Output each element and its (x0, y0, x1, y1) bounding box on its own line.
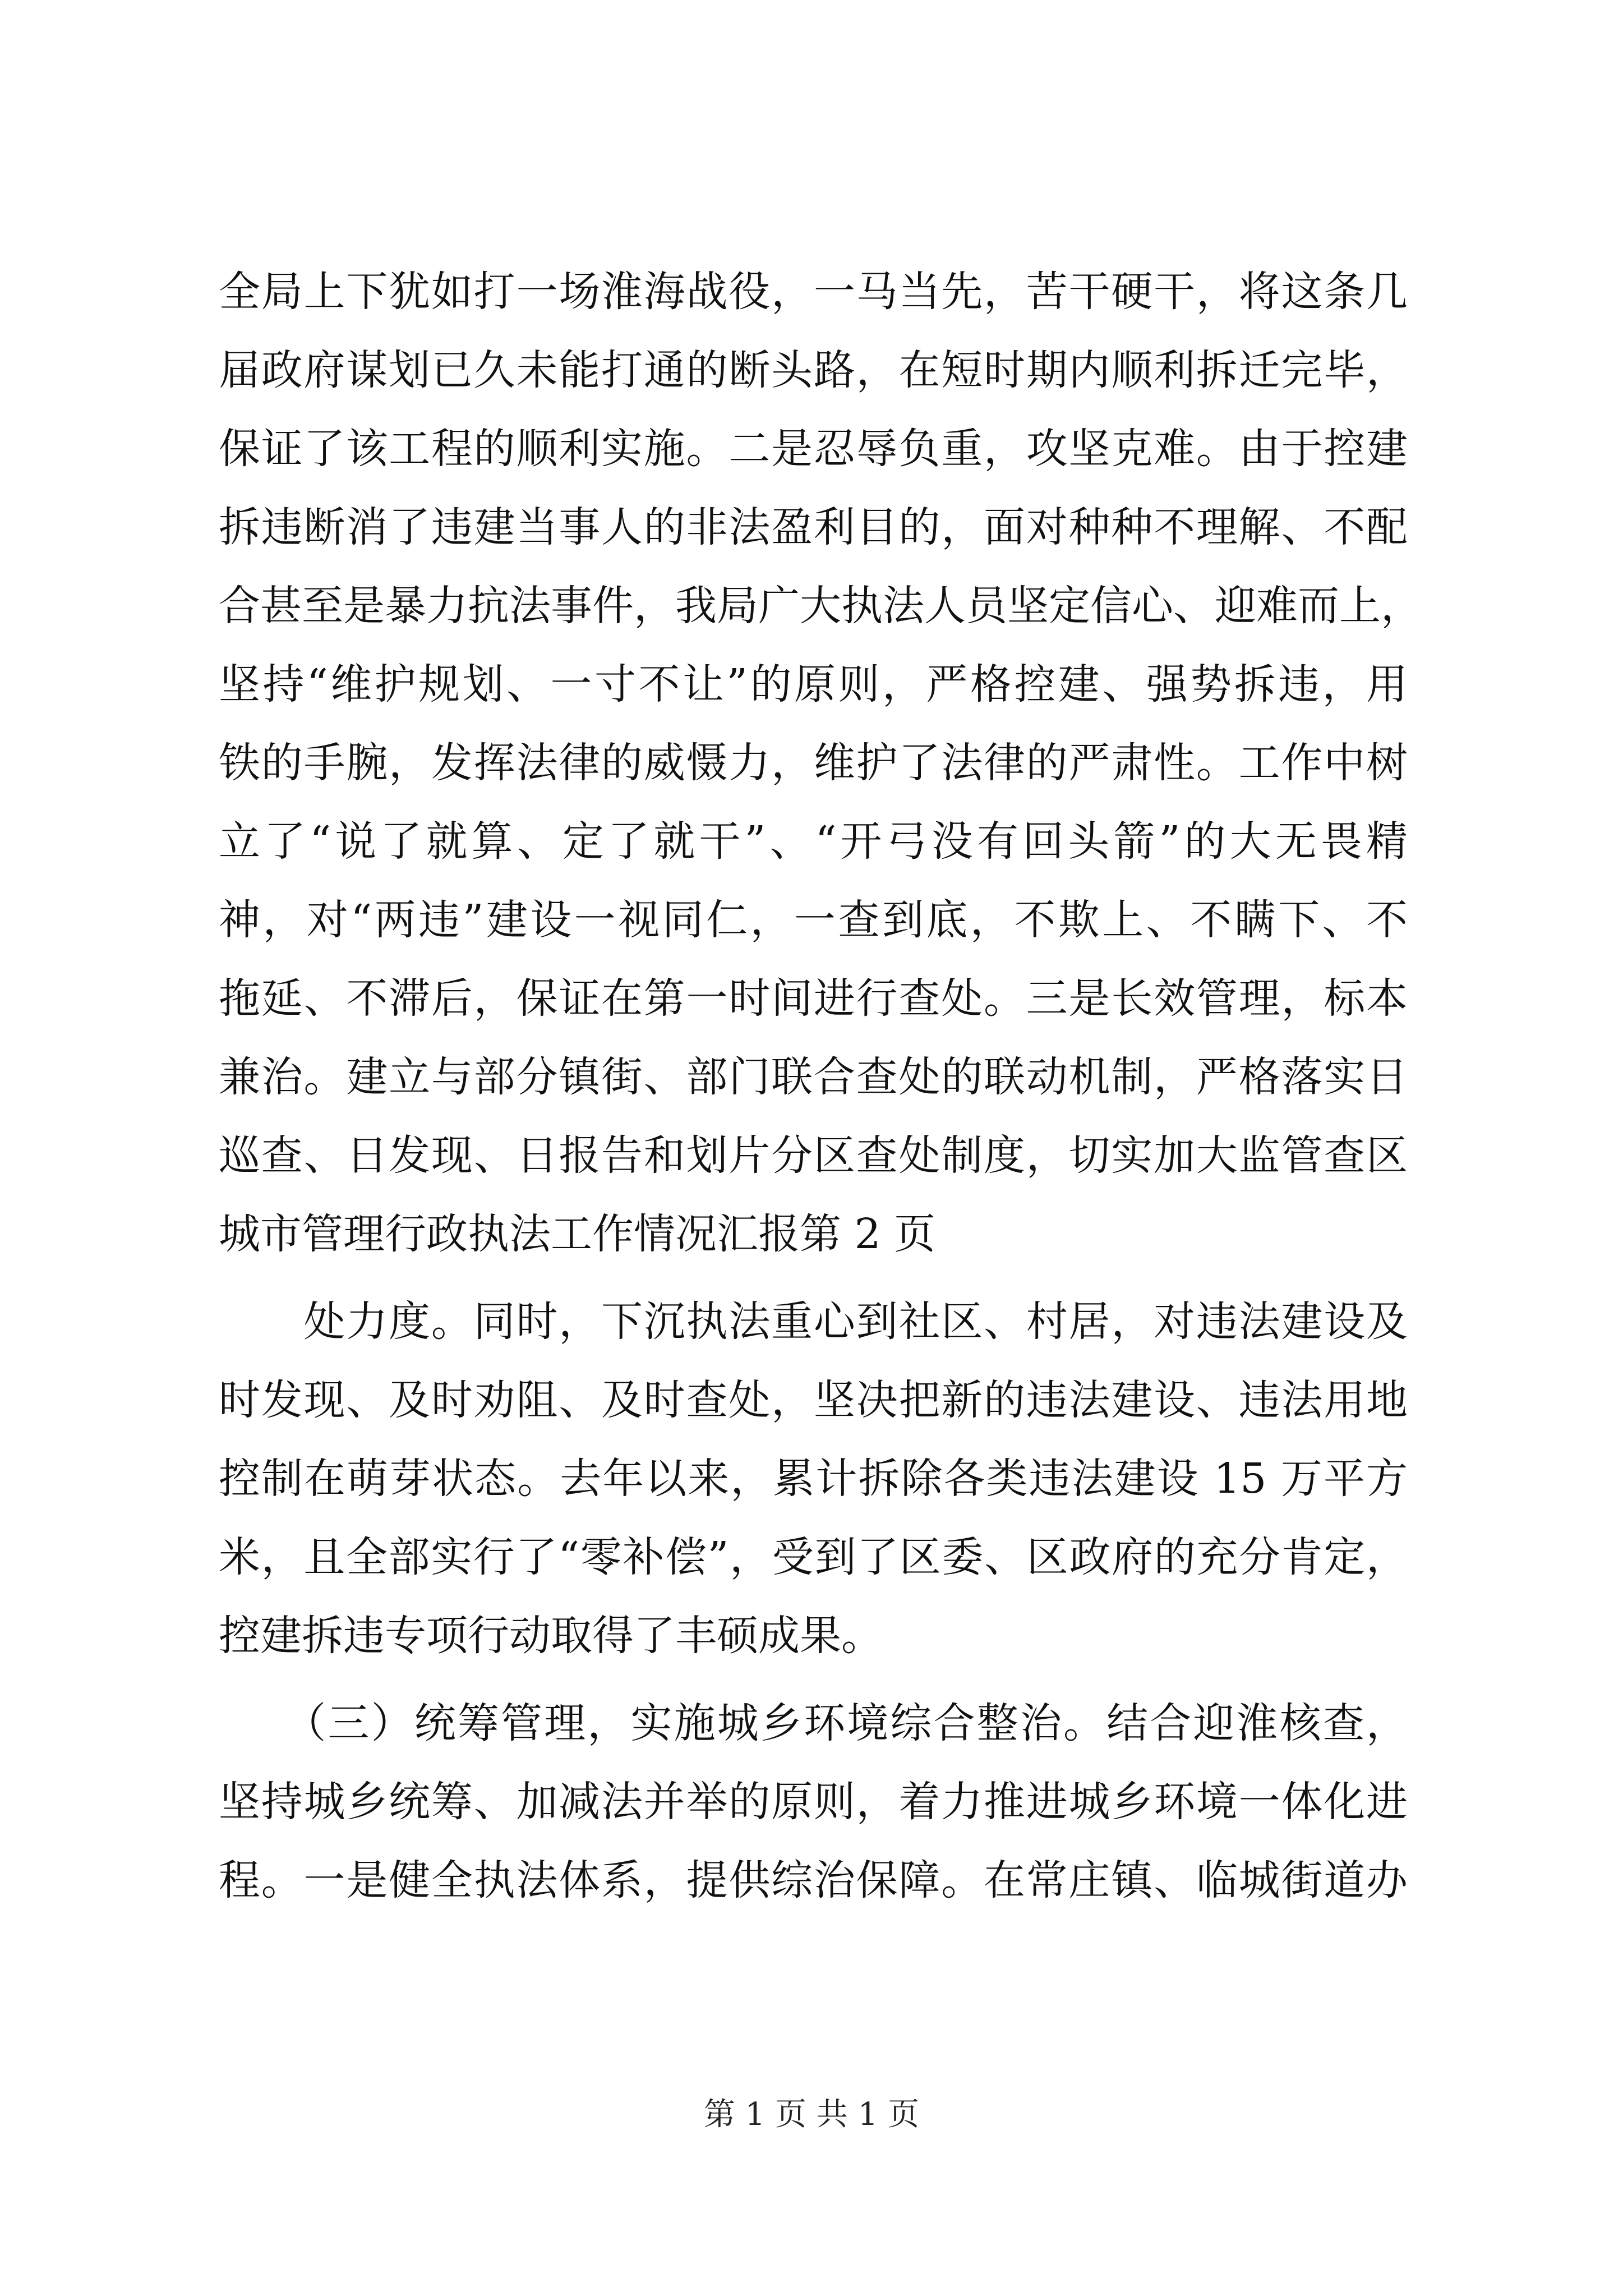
text-line: 全局上下犹如打一场淮海战役，一马当先，苦干硬干，将这条几 (219, 268, 1408, 316)
text-line: 处力度。同时，下沉执法重心到社区、村居，对违法建设及 (219, 1297, 1408, 1346)
text-line: 控制在萌芽状态。去年以来，累计拆除各类违法建设 15 万平方 (219, 1455, 1408, 1503)
document-body (219, 252, 1422, 1920)
text-line: 合甚至是暴力抗法事件，我局广大执法人员坚定信心、迎难而上， (219, 582, 1422, 630)
text-line: 保证了该工程的顺利实施。二是忍辱负重，攻坚克难。由于控建 (219, 425, 1408, 473)
text-line: 程。一是健全执法体系，提供综治保障。在常庄镇、临城街道办 (219, 1856, 1408, 1904)
text-line: 坚持城乡统筹、加减法并举的原则，着力推进城乡环境一体化进 (219, 1778, 1408, 1826)
text-line: 铁的手腕，发挥法律的威慑力，维护了法律的严肃性。工作中树 (219, 739, 1408, 787)
text-line: 坚持“维护规划、一寸不让”的原则，严格控建、强势拆违，用 (219, 660, 1408, 708)
text-line: 立了“说了就算、定了就干”、“开弓没有回头箭”的大无畏精 (219, 817, 1408, 866)
text-line: 神，对“两违”建设一视同仁，一查到底，不欺上、不瞒下、不 (219, 896, 1408, 944)
text-line: 巡查、日发现、日报告和划片分区查处制度，切实加大监管查区 (219, 1131, 1408, 1180)
text-line: 时发现、及时劝阻、及时查处，坚决把新的违法建设、违法用地 (219, 1376, 1408, 1424)
page-footer: 第 1 页 共 1 页 (703, 2096, 920, 2133)
text-line: 米，且全部实行了“零补偿”，受到了区委、区政府的充分肯定， (219, 1533, 1408, 1581)
text-line: 控建拆违专项行动取得了丰硕成果。 (219, 1612, 883, 1660)
text-line: 拆违断消了违建当事人的非法盈利目的，面对种种不理解、不配 (219, 503, 1408, 551)
page-break-heading: 城市管理行政执法工作情况汇报第 2 页 (219, 1210, 936, 1258)
section-heading-line: （三）统筹管理，实施城乡环境综合整治。结合迎淮核查， (219, 1699, 1408, 1747)
text-line: 拖延、不滞后，保证在第一时间进行查处。三是长效管理，标本 (219, 974, 1408, 1023)
text-line: 兼治。建立与部分镇街、部门联合查处的联动机制，严格落实日 (219, 1053, 1408, 1101)
text-line: 届政府谋划已久未能打通的断头路，在短时期内顺利拆迁完毕， (219, 346, 1408, 394)
